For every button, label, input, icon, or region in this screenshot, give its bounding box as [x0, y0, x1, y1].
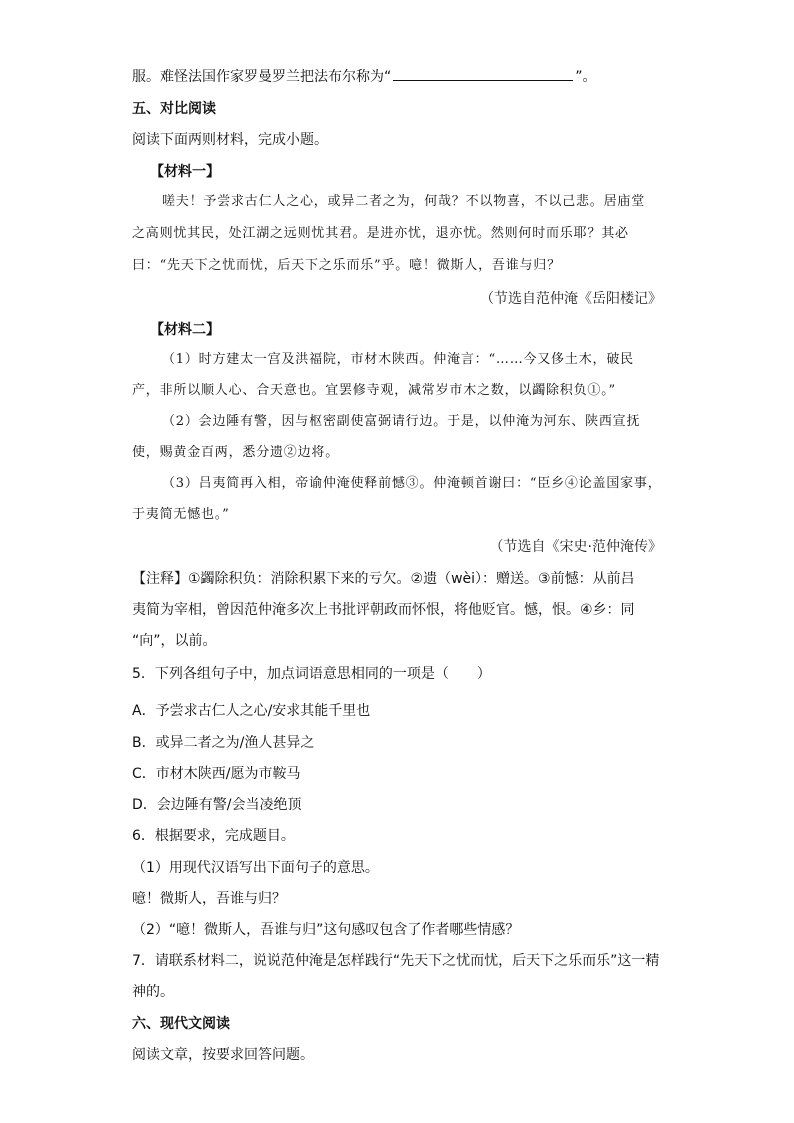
top-line	[132, 66, 597, 87]
q6-sub1: （1）用现代汉语写出下面句子的意思。	[132, 860, 379, 876]
notes-line-2: 夷简为宰相，曾因范仲淹多次上书批评朝政而怀恨，将他贬官。憾，恨。④乡：同	[132, 602, 635, 618]
q5-option-a: A．予尝求古仁人之心/安求其能千里也	[132, 703, 371, 719]
material1-source: （节选自范仲淹《岳阳楼记》	[480, 291, 662, 307]
q5-stem: 5．下列各组句子中，加点词语意思相同的一项是（ ）	[132, 666, 491, 682]
q5-option-b: B．或异二者之为/渔人甚异之	[132, 735, 315, 751]
material2-label: 【材料二】	[150, 322, 220, 338]
q5-option-d: D．会边陲有警/会当凌绝顶	[132, 797, 302, 813]
material2-line-2: 产，非所以顺人心、合天意也。宜罢修寺观，减常岁市木之数，以蠲除积负①。”	[132, 383, 616, 398]
q7-line-2: 神的。	[132, 984, 174, 1000]
notes-line-3: “向”，以前。	[132, 633, 217, 649]
material2-line-5: （3）吕夷简再入相，帝谕仲淹使释前憾③。仲淹顿首谢曰：“臣乡④论盖国家事，	[162, 476, 662, 491]
material2-line-4: 使，赐黄金百两，悉分遗②边将。	[132, 445, 340, 460]
notes-line-1: 【注释】①蠲除积负：消除积累下来的亏欠。②遗（wèi）：赠送。③前憾：从前吕	[132, 571, 635, 587]
material2-line-1: （1）时方建太一宫及洪福院，市材木陕西。仲淹言：“……今又侈土木，破民	[162, 352, 634, 367]
material1-line-1: 嗟夫！予尝求古仁人之心，或异二者之为，何哉？不以物喜，不以己悲。居庙堂	[162, 194, 646, 209]
section5-heading: 五、对比阅读	[132, 101, 216, 117]
q7-line-1: 7．请联系材料二，说说范仲淹是怎样践行“先天下之忧而忧，后天下之乐而乐”这一精	[132, 953, 660, 969]
section5-instruction: 阅读下面两则材料，完成小题。	[132, 132, 328, 148]
material1-label: 【材料一】	[150, 164, 220, 180]
q6-stem: 6．根据要求，完成题目。	[132, 828, 295, 844]
section6-instruction: 阅读文章，按要求回答问题。	[132, 1047, 314, 1063]
top-line-prefix: 服。难怪法国作家罗曼罗兰把法布尔称为“	[132, 69, 392, 85]
material2-source: （节选自《宋史·范仲淹传》	[489, 539, 662, 555]
material1-line-2: 之高则忧其民，处江湖之远则忧其君。是进亦忧，退亦忧。然则何时而乐耶？其必	[132, 226, 629, 241]
material2-line-3: （2）会边陲有警，因与枢密副使富弼请行边。于是，以仲淹为河东、陕西宣抚	[162, 414, 641, 429]
q6-sentence: 噫！微斯人，吾谁与归？	[132, 891, 286, 907]
top-line-suffix: ”。	[575, 69, 597, 85]
answer-blank[interactable]	[393, 66, 573, 81]
q5-option-c: C．市材木陕西/愿为市鞍马	[132, 766, 301, 782]
material2-line-6: 于夷简无憾也。”	[132, 507, 230, 522]
q6-sub2: （2）“噫！微斯人，吾谁与归”这句感叹包含了作者哪些情感？	[132, 922, 520, 938]
material1-line-3: 曰：“先天下之忧而忧，后天下之乐而乐”乎。噫！微斯人，吾谁与归？	[132, 258, 561, 273]
section6-heading: 六、现代文阅读	[132, 1016, 230, 1032]
